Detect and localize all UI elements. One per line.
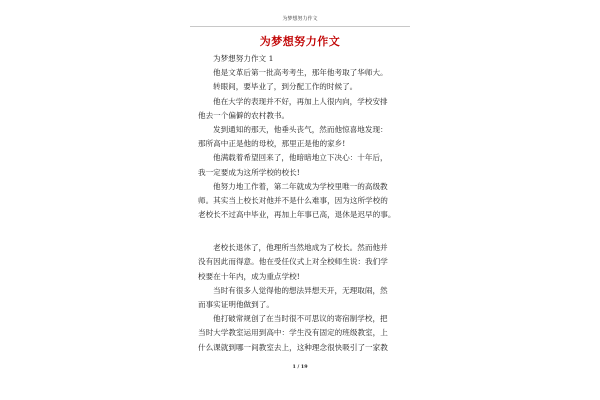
paragraph-gap	[198, 222, 410, 241]
body-line: 发到通知的那天，他垂头丧气，然而他惊喜地发现：	[213, 124, 388, 134]
body-line: 他在大学的表现并不好，再加上人很内向，学校安排	[213, 96, 388, 106]
body-line: 他是文革后第一批高考考生，那年他考取了华师大。	[213, 68, 388, 78]
document-title: 为梦想努力作文	[259, 35, 341, 48]
body-line: 什么课就到哪一间教室去上，这种理念很快吸引了一家教	[198, 342, 388, 352]
body-line: 他满载着希望回来了，他暗暗地立下决心：十年后，	[213, 153, 388, 163]
document-body	[198, 52, 410, 355]
body-line: 他努力地工作着，第二年就成为学校里唯一的高级教	[213, 181, 388, 191]
body-line: 而事实证明他做到了。	[198, 300, 274, 309]
body-line: 老校长不过高中毕业，再加上年事已高，退休是迟早的事。	[198, 210, 396, 220]
body-line: 他去一个偏僻的农村教书。	[198, 110, 290, 120]
running-header: 为梦想努力作文	[282, 16, 318, 22]
body-line: 我一定要成为这所学校的校长!	[198, 167, 300, 177]
body-line: 当时大学教室运用到高中：学生没有固定的班级教室，上	[198, 328, 388, 338]
body-line: 师。其实当上校长对他并不是什么难事，因为这所学校的	[198, 195, 388, 205]
header-divider	[190, 26, 410, 27]
body-line: 那所高中正是他的母校，那里正是他的家乡!	[198, 139, 346, 149]
body-line: 为梦想努力作文 1	[213, 54, 274, 63]
page-number: 1 / 19	[292, 364, 308, 370]
body-line: 他打破常规创了在当时很不可思议的寄宿制学校，把	[213, 314, 388, 324]
body-line: 当时有很多人觉得他的想法异想天开，无理取闹，然	[213, 285, 388, 295]
body-line: 没有因此而得意。他在受任仪式上对全校师生说：我们学	[198, 257, 388, 267]
body-line: 转眼间，要毕业了，到分配工作的时候了。	[213, 82, 358, 92]
body-line: 老校长退休了，他理所当然地成为了校长。然而他并	[213, 243, 388, 253]
body-line: 校要在十年内，成为重点学校!	[198, 271, 300, 281]
